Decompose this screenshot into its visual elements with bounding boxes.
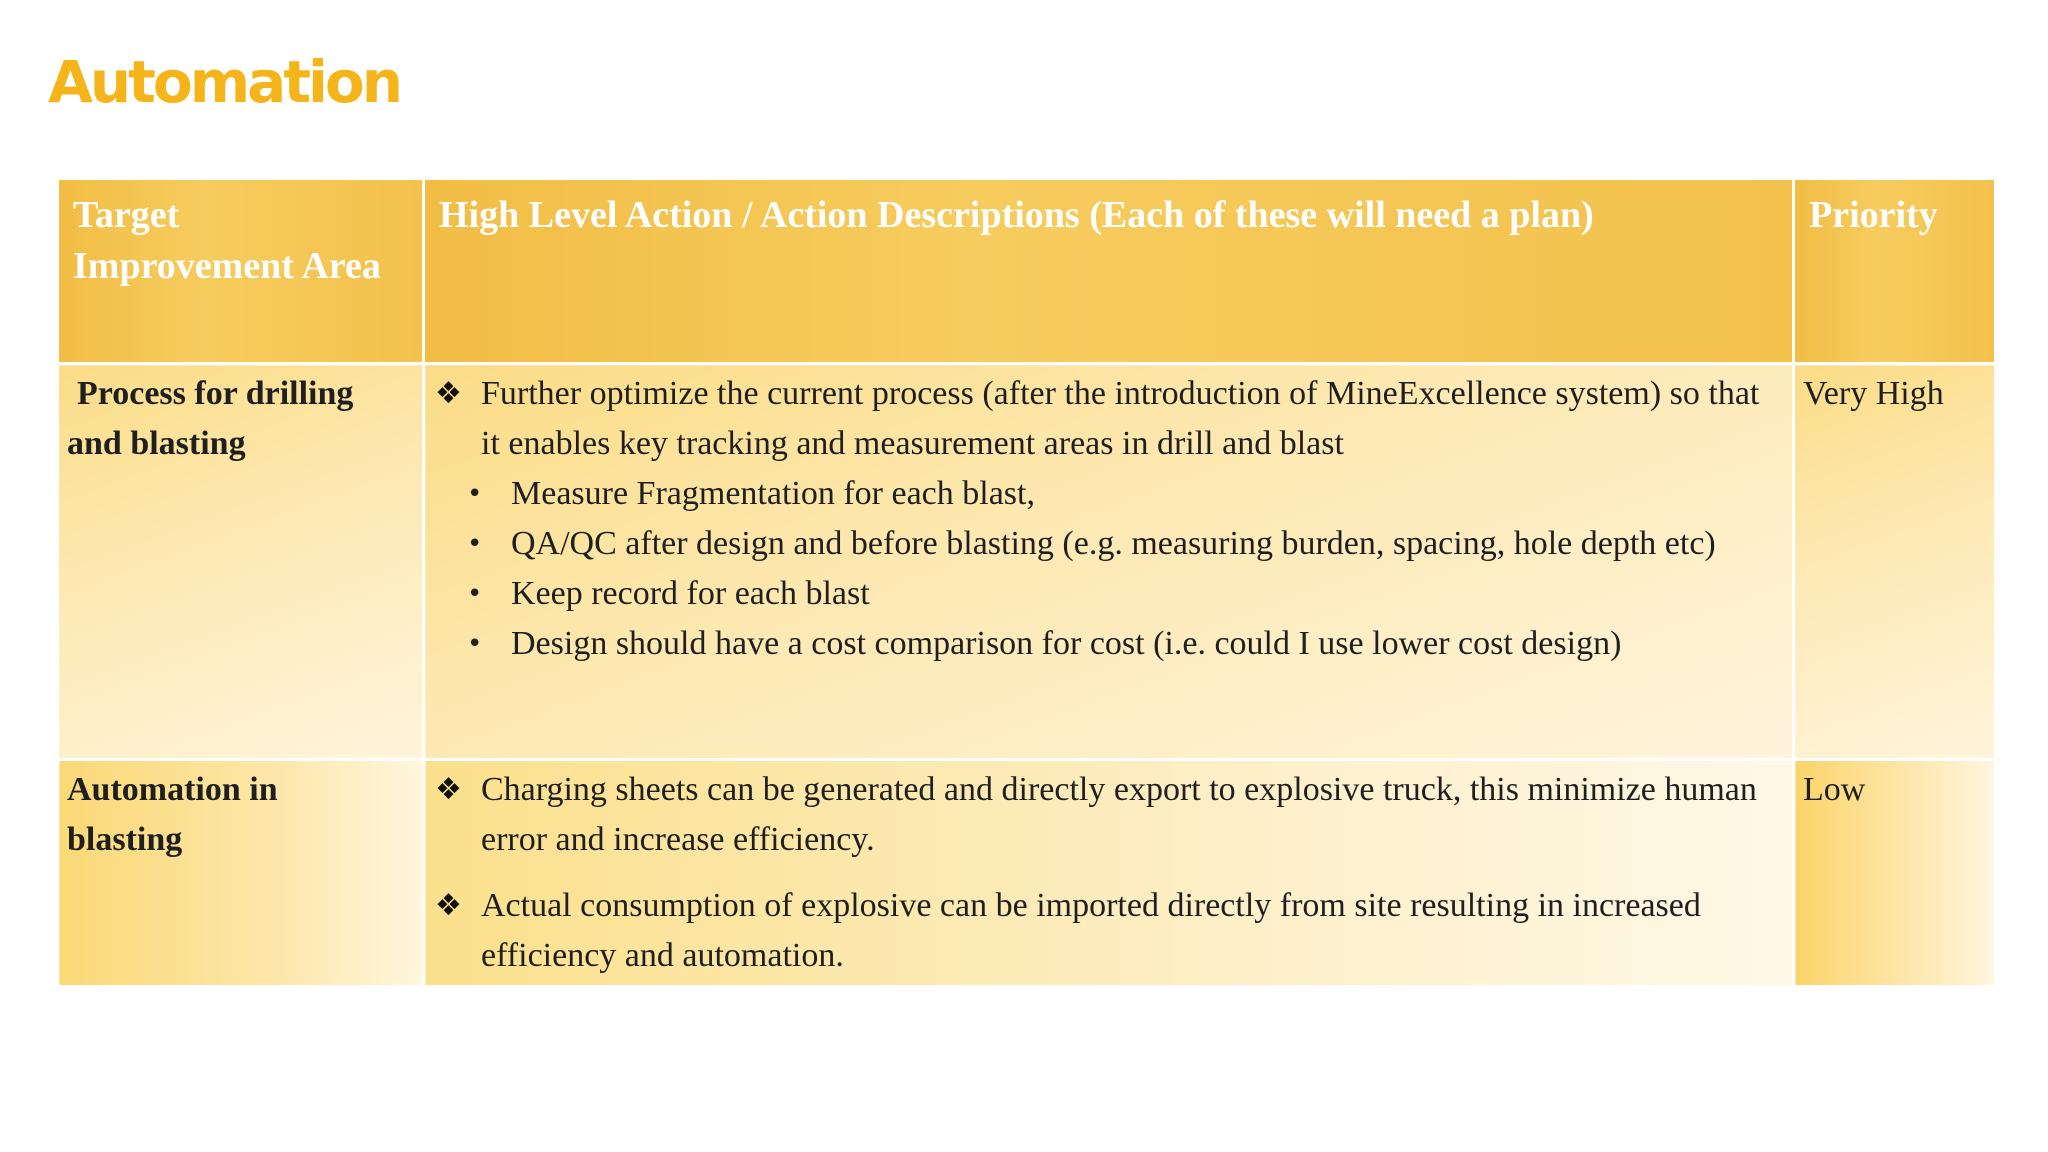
sub-bullet-text: Measure Fragmentation for each blast, <box>511 475 1035 512</box>
sub-bullet-text: QA/QC after design and before blasting (e.g. measuring burden, spacing, hole depth etc) <box>511 525 1716 562</box>
row-priority: Very High <box>1794 364 1996 760</box>
action-item <box>435 765 1782 865</box>
sub-bullet-item <box>467 569 1782 619</box>
row-area-line: Process for drilling <box>77 375 354 412</box>
sub-bullet-item <box>467 619 1782 669</box>
action-item <box>435 369 1782 469</box>
sub-bullet-item <box>467 519 1782 569</box>
automation-table <box>56 177 1997 988</box>
bullet-dot-icon: • <box>467 479 483 509</box>
sub-bullet-list <box>435 469 1782 669</box>
action-text: Actual consumption of explosive can be imported directly from site resulting in increased efficiency and automation. <box>481 887 1701 974</box>
table-row <box>58 760 1996 987</box>
table-header-row <box>58 179 1996 364</box>
bullet-dot-icon: • <box>467 529 483 559</box>
table-row <box>58 364 1996 760</box>
action-item <box>435 881 1782 981</box>
action-text: Further optimize the current process (after the introduction of MineExcellence system) so that it enables key tracking and measurement areas in drill and blast <box>481 375 1760 462</box>
four-diamond-icon: ❖ <box>435 888 462 923</box>
row-area <box>58 364 424 760</box>
row-area-line: and blasting <box>67 425 246 462</box>
row-area-line: blasting <box>67 821 183 858</box>
bullet-dot-icon: • <box>467 629 483 659</box>
sub-bullet-text: Design should have a cost comparison for cost (i.e. could I use lower cost design) <box>511 625 1622 662</box>
action-text: Charging sheets can be generated and directly export to explosive truck, this minimize human error and increase efficiency. <box>481 771 1757 858</box>
header-target-area: Target Improvement Area <box>58 179 424 364</box>
sub-bullet-text: Keep record for each blast <box>511 575 870 612</box>
header-priority: Priority <box>1794 179 1996 364</box>
slide-title: Automation <box>48 48 401 116</box>
row-area <box>58 760 424 987</box>
bullet-dot-icon: • <box>467 579 483 609</box>
row-area-line: Automation in <box>67 771 278 808</box>
four-diamond-icon: ❖ <box>435 376 462 411</box>
row-actions <box>424 760 1794 987</box>
header-action: High Level Action / Action Descriptions (Each of these will need a plan) <box>424 179 1794 364</box>
row-actions <box>424 364 1794 760</box>
four-diamond-icon: ❖ <box>435 772 462 807</box>
sub-bullet-item <box>467 469 1782 519</box>
row-priority: Low <box>1794 760 1996 987</box>
